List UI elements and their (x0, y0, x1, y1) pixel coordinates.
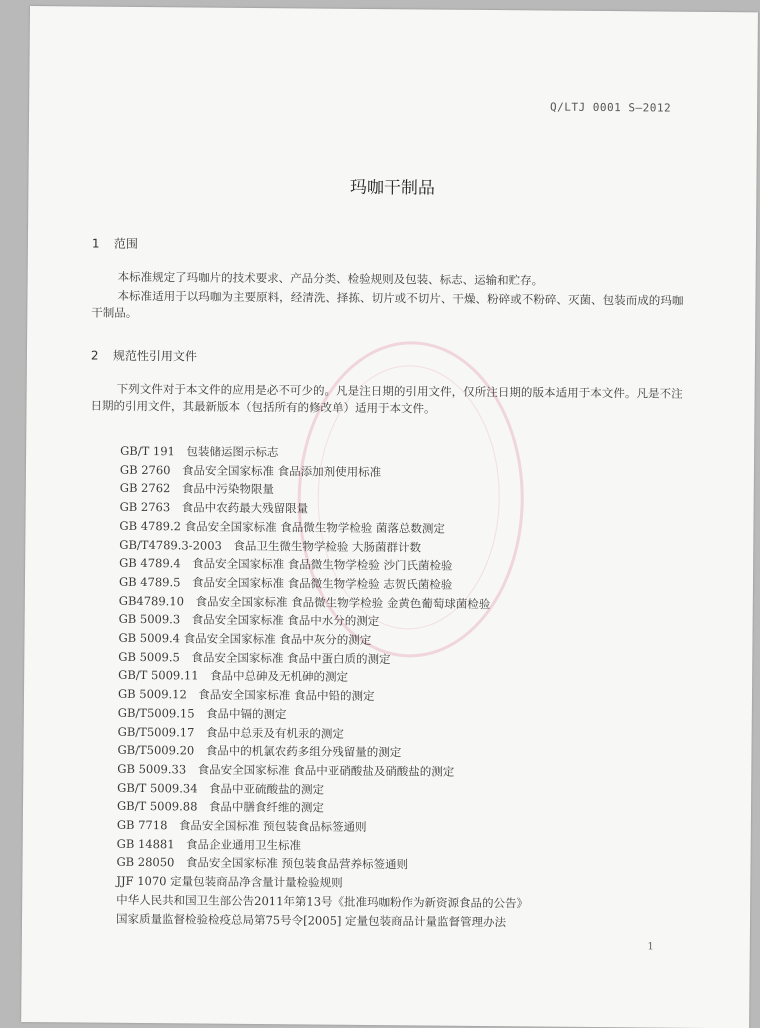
reference-item: GB4789.10 食品安全国家标准 食品微生物学检验 金黄色葡萄球菌检验 (118, 593, 491, 611)
section-1-title: 范围 (113, 236, 139, 251)
reference-item: GB/T 191 包装储运图示标志 (120, 443, 279, 460)
reference-item: GB 2762 食品中污染物限量 (119, 481, 274, 497)
reference-item: GB 5009.4 食品安全国家标准 食品中灰分的测定 (118, 630, 372, 648)
reference-list (116, 442, 680, 933)
reference-item: GB 2763 食品中农药最大残留限量 (119, 499, 309, 516)
reference-item: GB/T 5009.88 食品中膳食纤维的测定 (116, 799, 324, 815)
reference-item: GB 7718 食品安全国标准 预包装食品标签通则 (116, 817, 367, 835)
section-1-number: 1 (91, 236, 100, 251)
page-number: 1 (647, 941, 654, 953)
reference-item: GB 5009.5 食品安全国家标准 食品中蛋白质的测定 (118, 649, 391, 666)
reference-item: 中华人民共和国卫生部公告2011年第13号《批准玛咖粉作为新资源食品的公告》 (116, 892, 529, 911)
standard-code: Q/LTJ 0001 S—2012 (549, 100, 672, 115)
reference-item: GB 28050 食品安全国家标准 预包装食品营养标签通则 (116, 855, 409, 872)
reference-item: GB/T 5009.11 食品中总砷及无机砷的测定 (118, 668, 349, 685)
reference-item: GB/T5009.17 食品中总汞及有机汞的测定 (117, 724, 344, 741)
section-1-paragraph: 本标准适用于以玛咖为主要原料，经清洗、择拣、切片或不切片、干燥、粉碎或不粉碎、灭菌、包装而成的玛咖干制品。 (91, 288, 684, 320)
section-1-paragraph: 本标准规定了玛咖片的技术要求、产品分类、检验规则及包装、标志、运输和贮存。 (117, 269, 544, 288)
section-2-title: 规范性引用文件 (112, 348, 198, 364)
reference-item: GB/T5009.15 食品中镉的测定 (117, 705, 287, 722)
reference-item: GB 5009.33 食品安全国家标准 食品中亚硝酸盐及硝酸盐的测定 (117, 761, 455, 779)
reference-item: GB 2760 食品安全国家标准 食品添加剂使用标准 (119, 462, 382, 479)
section-2-number: 2 (90, 348, 99, 363)
section-2-intro: 下列文件对于本文件的应用是必不可少的。凡是注日期的引用文件，仅所注日期的版本适用于本文件。凡是不注日期的引用文件，其最新版本（包括所有的修改单）适用于本文件。 (90, 381, 683, 416)
reference-item: GB 5009.3 食品安全国家标准 食品中水分的测定 (118, 612, 380, 629)
reference-item: GB 5009.12 食品安全国家标准 食品中铅的测定 (117, 686, 375, 704)
reference-item: GB 4789.5 食品安全国家标准 食品微生物学检验 志贺氏菌检验 (118, 574, 453, 592)
reference-item: GB 4789.2 食品安全国家标准 食品微生物学检验 菌落总数测定 (119, 518, 446, 536)
document-title: 玛咖干制品 (349, 177, 436, 199)
section-1-heading (92, 235, 138, 252)
reference-item: JJF 1070 定量包装商品净含量计量检验规则 (116, 873, 343, 890)
document-page (21, 6, 758, 1028)
reference-item: 国家质量监督检验检疫总局第75号令[2005] 定量包装商品计量监督管理办法 (115, 911, 507, 929)
reference-item: GB/T5009.20 食品中的机氯农药多组分残留量的测定 (117, 743, 402, 760)
reference-item: GB/T 5009.34 食品中亚硫酸盐的测定 (117, 780, 325, 797)
reference-item: GB 14881 食品企业通用卫生标准 (116, 836, 302, 853)
reference-item: GB/T4789.3-2003 食品卫生微生物学检验 大肠菌群计数 (119, 537, 422, 554)
reference-item: GB 4789.4 食品安全国家标准 食品微生物学检验 沙门氏菌检验 (119, 556, 453, 573)
section-2-heading (91, 347, 197, 365)
